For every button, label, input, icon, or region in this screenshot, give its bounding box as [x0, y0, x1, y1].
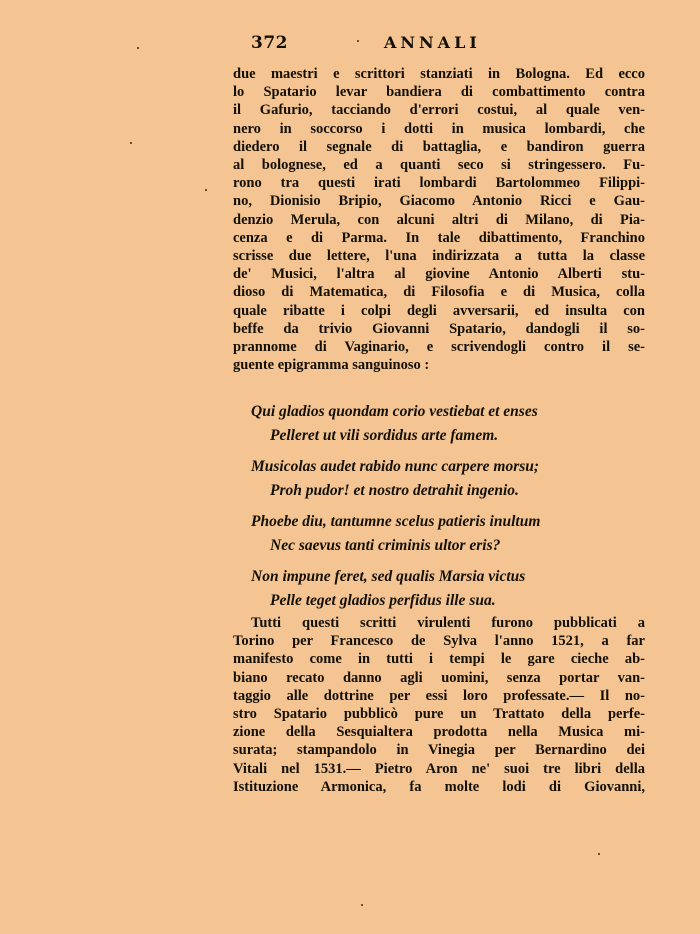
epigram	[251, 400, 631, 620]
text-line: manifesto come in tutti i tempi le gare cieche ab-	[233, 651, 645, 668]
page-number: 372	[251, 33, 288, 53]
paper-speck	[130, 142, 132, 144]
text-line: Tutti questi scritti virulenti furono pubblicati a	[251, 615, 645, 631]
text-line: Torino per Francesco de Sylva l'anno 1521, a far	[233, 633, 645, 650]
verse-line: Non impune feret, sed qualis Marsia victus	[251, 568, 526, 585]
epigram-couplet	[251, 455, 631, 503]
text-line: Vitali nel 1531.— Pietro Aron ne' suoi tre libri della	[233, 760, 645, 777]
text-line: stro Spatario pubblicò pure un Trattato della perfe-	[233, 706, 645, 723]
text-line: scrisse due lettere, l'una indirizzata a tutta la classe	[233, 248, 645, 265]
paper-speck	[137, 47, 139, 49]
text-line: beffe da trivio Giovanni Spatario, dandogli il so-	[233, 320, 645, 337]
text-line: prannome di Vaginario, e scrivendogli contro il se-	[233, 339, 645, 356]
verse-line: Pelle teget gladios perfidus ille sua.	[270, 592, 496, 609]
text-line: taggio alle dottrine per essi loro professate.— Il no-	[233, 687, 645, 704]
paper-speck	[357, 40, 359, 42]
text-line: rono tra questi irati lombardi Bartolommeo Filippi-	[233, 175, 645, 192]
text-line: al bolognese, ed a quanti seco si stringessero. Fu-	[233, 157, 645, 174]
text-line: due maestri e scrittori stanziati in Bologna. Ed ecco	[233, 66, 645, 82]
text-line: diedero il segnale di battaglia, e bandiron guerra	[233, 138, 645, 155]
paragraph-1	[233, 65, 645, 374]
paper-speck	[205, 189, 207, 191]
text-line: de' Musici, l'altra al giovine Antonio Alberti stu-	[233, 266, 645, 283]
text-line: biano recato danno agli uomini, senza portar van-	[233, 669, 645, 686]
verse-line: Pelleret ut vili sordidus arte famem.	[270, 427, 499, 444]
paragraph-2	[233, 614, 645, 796]
verse-line: Proh pudor! et nostro detrahit ingenio.	[270, 482, 519, 499]
paper-speck	[598, 853, 600, 855]
text-line: denzio Merula, con alcuni altri di Milano, di Pia-	[233, 211, 645, 228]
text-line: guente epigramma sanguinoso :	[233, 357, 430, 374]
text-line: zione della Sesquialtera prodotta nella Musica mi-	[233, 724, 645, 741]
text-line: lo Spatario levar bandiera di combattimento contra	[233, 84, 645, 101]
verse-line: Nec saevus tanti criminis ultor eris?	[270, 537, 501, 554]
text-line: dioso di Matematica, di Filosofia e di Musica, colla	[233, 284, 645, 301]
text-line: surata; stampandolo in Vinegia per Bernardino dei	[233, 742, 645, 759]
running-head: ANNALI	[384, 33, 481, 52]
text-line: quale ribatte i colpi degli avversarii, ed insulta con	[233, 302, 645, 319]
paper-speck	[361, 904, 363, 906]
verse-line: Phoebe diu, tantumne scelus patieris inultum	[251, 513, 541, 530]
epigram-couplet	[251, 565, 631, 613]
text-line: il Gafurio, tacciando d'errori costui, al quale ven-	[233, 102, 645, 119]
verse-line: Musicolas audet rabido nunc carpere morsu;	[251, 458, 540, 475]
text-line: nero in soccorso i dotti in musica lombardi, che	[233, 120, 645, 137]
verse-line: Qui gladios quondam corio vestiebat et enses	[251, 403, 538, 420]
text-line: cenza e di Parma. In tale dibattimento, Franchino	[233, 229, 645, 246]
epigram-couplet	[251, 400, 631, 448]
text-line: Istituzione Armonica, fa molte lodi di Giovanni,	[233, 778, 645, 795]
epigram-couplet	[251, 510, 631, 558]
text-line: no, Dionisio Bripio, Giacomo Antonio Ricci e Gau-	[233, 193, 645, 210]
